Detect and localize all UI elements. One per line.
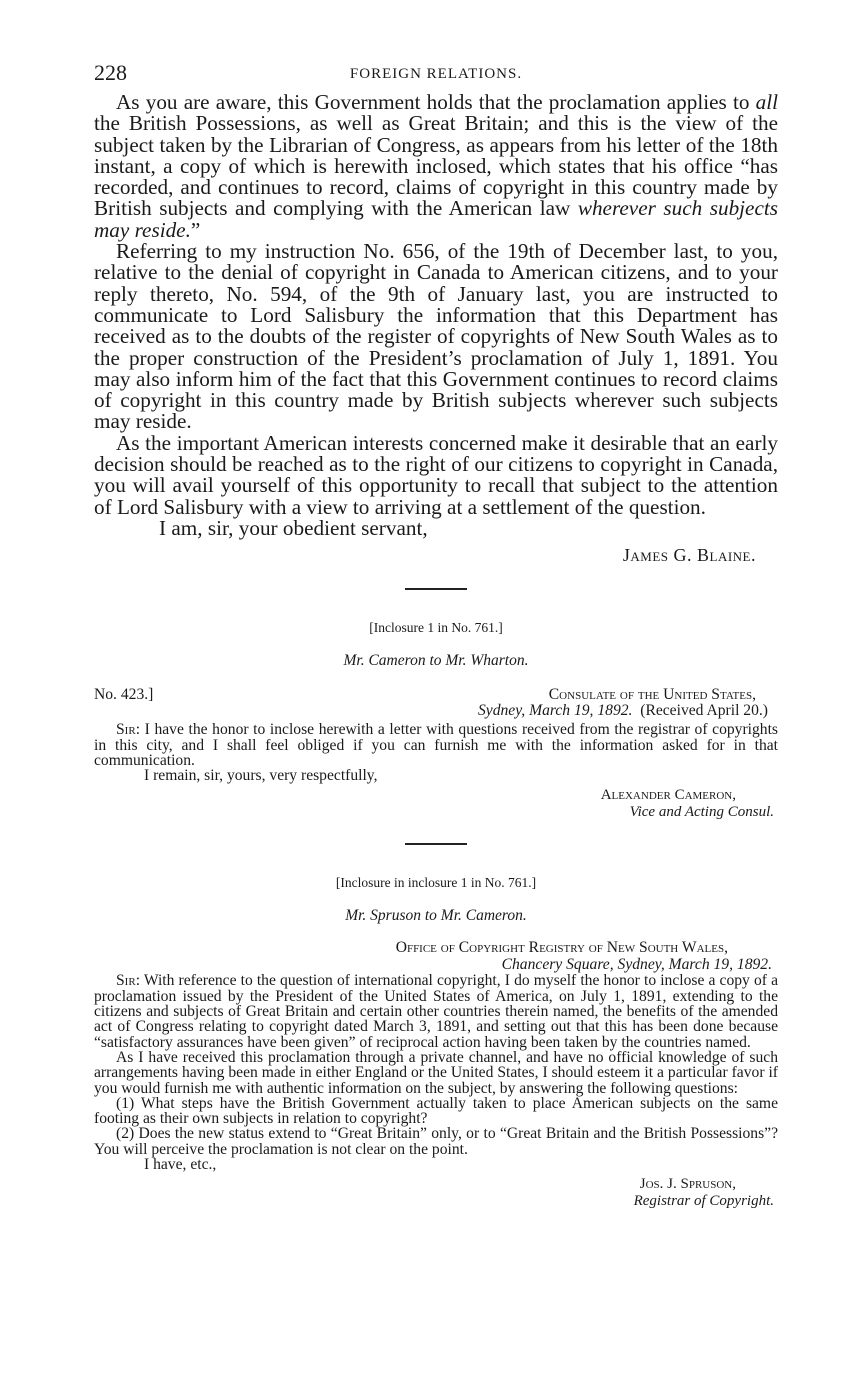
letter-paragraph: Referring to my instruction No. 656, of the 19th of December last, to you, relative to the denial of copyright in Canada to American citizens, and to your reply thereto, No. 594, of the 9th of January last, you are instructed to communicate to Lord Salisbury the information that this Department has received as to the doubts of the register of copyrights of New South Wales as to the proper construction of the President’s proclamation of July 1, 1891. You may also inform him of the fact that this Government continues to record claims of copyright in this country made by British subjects wherever such subjects may reside. — [94, 239, 778, 434]
section-divider — [405, 588, 467, 590]
received-note: (Received April 20.) — [640, 702, 768, 720]
page-number: 228 — [94, 60, 127, 85]
inclosure2-body — [94, 973, 778, 1172]
inclosure-paragraph — [94, 973, 778, 1049]
section-divider — [405, 843, 467, 845]
inclosure-closing: I have, etc., — [144, 1155, 217, 1173]
text-run: : I have the honor to inclose herewith a letter with questions received from the registrar of copyrights in this city, and I shall feel obliged if you can furnish me with the information asked for in that communication. — [94, 721, 778, 769]
inclosure-salutation: Mr. Cameron to Mr. Wharton. — [343, 652, 529, 670]
inclosure1-body — [94, 722, 778, 783]
signature-name: Alexander Cameron, — [600, 787, 736, 804]
running-title: FOREIGN RELATIONS. — [349, 66, 523, 82]
inclosure2-signature — [94, 1176, 778, 1210]
document-page — [94, 58, 778, 1210]
office-date: Chancery Square, Sydney, March 19, 1892. — [501, 956, 772, 974]
page-header — [94, 58, 778, 92]
question-1: (1) What steps have the British Government actually taken to place American subjects on the same footing as their own subjects in relation to copyright? — [94, 1094, 778, 1128]
office-header — [94, 939, 778, 973]
text-run: ” — [190, 217, 201, 242]
inclosure-paragraph — [94, 722, 778, 768]
text-run: the British Possessions, as well as Great Britain; and this is the view of the subject taken by the Librarian of Congress, as appears from his letter of the 18th instant, a copy of which is herewith inclosed, which states that his office “has recorded, and continues to record, claims of copyright in this country made by British subjects and complying with the American law — [94, 111, 778, 221]
salutation-sir: Sir — [116, 972, 136, 990]
inclosure-salutation: Mr. Spruson to Mr. Cameron. — [345, 907, 527, 925]
signature-title: Vice and Acting Consul. — [629, 804, 774, 821]
letter-closing: I am, sir, your obedient servant, — [159, 515, 428, 540]
signature-name: Jos. J. Spruson, — [639, 1176, 736, 1193]
inclosure-closing: I remain, sir, yours, very respectfully, — [144, 767, 378, 785]
text-run: As you are aware, this Government holds that the proclamation applies to — [116, 90, 756, 114]
dispatch-number: No. 423.] — [94, 686, 154, 704]
signature-title: Registrar of Copyright. — [633, 1193, 774, 1210]
dispatch-header — [94, 686, 778, 722]
inclosure-heading: [Inclosure in inclosure 1 in No. 761.] — [335, 875, 537, 891]
inclosure-heading: [Inclosure 1 in No. 761.] — [369, 620, 503, 636]
dispatch-place: Consulate of the United States, — [548, 686, 756, 704]
letter-paragraph — [94, 92, 778, 241]
dispatch-date: Sydney, March 19, 1892. — [477, 702, 633, 720]
letter-signature: James G. Blaine. — [622, 545, 756, 566]
text-run: : With reference to the question of international copyright, I do myself the honor to inclose a copy of a proclamation issued by the President of the United States of America, on July 1, 1891, extending to the citizens and subjects of Great Britain and certain other countries therein named, the benefits of the amended act of Congress relating to copyright dated March 3, 1891, and setting out that this has been done because “satisfactory assurances have been given” of reciprocal action having been taken by the countries named. — [94, 972, 778, 1051]
inclosure-paragraph: As I have received this proclamation through a private channel, and have no official knowledge of such arrangements having been made in either England or the United States, I should esteem it a particular favor if you would furnish me with authentic information on the subject, by answering the following questions: — [94, 1048, 778, 1097]
office-name: Office of Copyright Registry of New South Wales, — [395, 939, 728, 957]
letter-body — [94, 92, 778, 539]
letter-paragraph: As the important American interests concerned make it desirable that an early decision should be reached as to the right of our citizens to copyright in Canada, you will avail yourself of this opportunity to recall that subject to the attention of Lord Salisbury with a view to arriving at a settlement of the question. — [94, 430, 778, 519]
salutation-sir: Sir — [116, 721, 136, 739]
emphasis: wherever such subjects may reside. — [94, 196, 778, 242]
inclosure1-signature — [94, 787, 778, 821]
dispatch-date-line — [478, 702, 768, 720]
emphasis: all — [755, 90, 778, 114]
question-2: (2) Does the new status extend to “Great Britain” only, or to “Great Britain and the British Possessions”? You will perceive the proclamation is not clear on the point. — [94, 1125, 778, 1158]
